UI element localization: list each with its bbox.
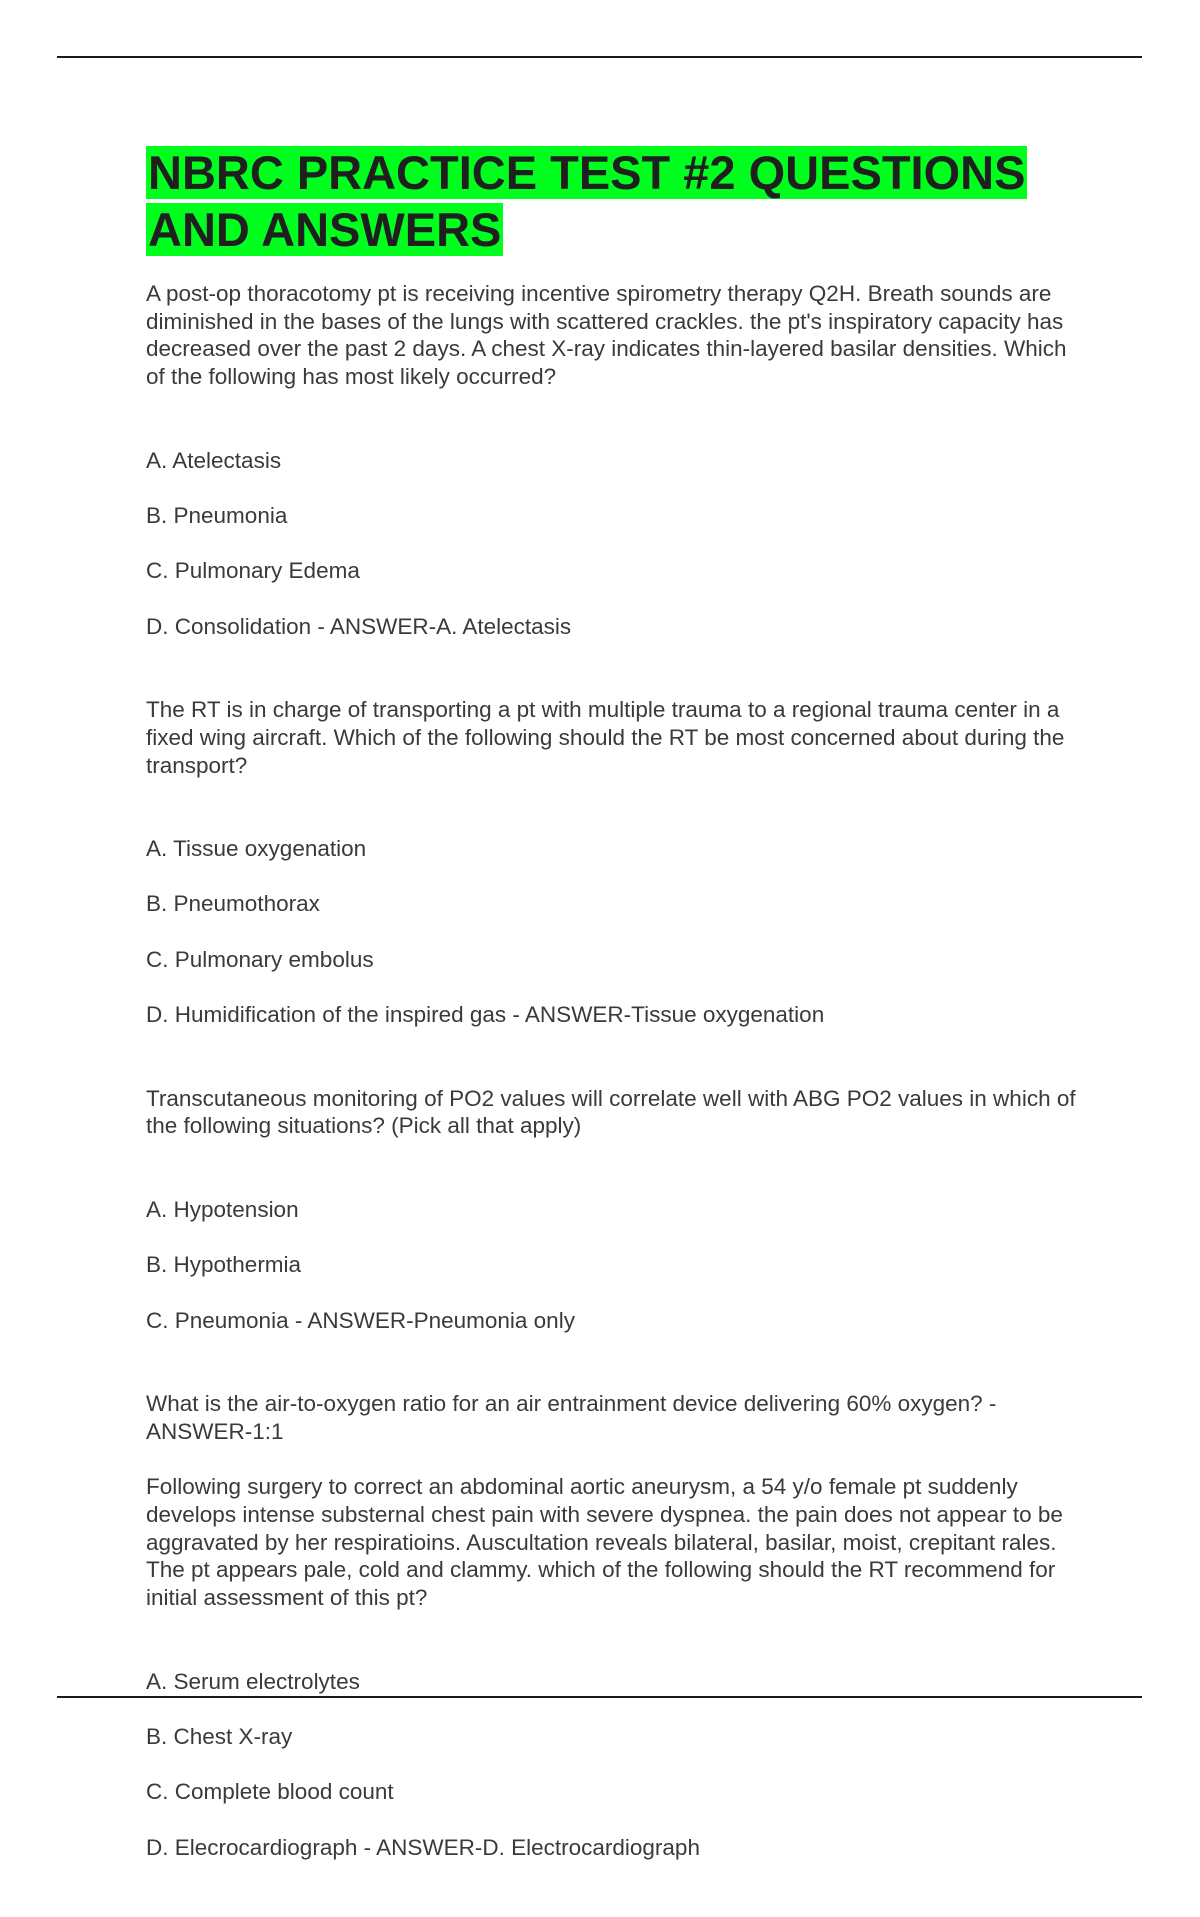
question-5-option-b: B. Chest X-ray — [146, 1723, 293, 1749]
title-highlight: NBRC PRACTICE TEST #2 QUESTIONS AND ANSWERS — [148, 146, 1026, 256]
question-2-option-a: A. Tissue oxygenation — [146, 835, 367, 861]
question-5-option-d-answer: D. Elecrocardiograph - ANSWER-D. Electrocardiograph — [146, 1834, 700, 1860]
question-1-option-a: A. Atelectasis — [146, 447, 282, 473]
question-1-stem: A post-op thoracotomy pt is receiving incentive spirometry therapy Q2H. Breath sounds are diminished in the bases of the lungs with scattered crackles. the pt's inspiratory capacity has decreased over the past 2 days. A chest X-ray indicates thin-layered basilar densities. Which of the following has most likely occurred? — [146, 281, 1067, 390]
question-2-option-c: C. Pulmonary embolus — [146, 946, 374, 972]
question-2-stem: The RT is in charge of transporting a pt with multiple trauma to a regional trauma center in a fixed wing aircraft. Which of the following should the RT be most concerned about during the transport? — [146, 697, 1065, 778]
question-2-option-b: B. Pneumothorax — [146, 891, 320, 917]
document-body — [146, 144, 1086, 1917]
question-5-option-a: A. Serum electrolytes — [146, 1668, 360, 1694]
question-5-option-c: C. Complete blood count — [146, 1779, 394, 1805]
question-2-options — [146, 807, 1086, 1056]
question-2-option-d-answer: D. Humidification of the inspired gas - ANSWER-Tissue oxygenation — [146, 1002, 825, 1028]
question-3-stem: Transcutaneous monitoring of PO2 values will correlate well with ABG PO2 values in which of the following situations? (Pick all that apply) — [146, 1085, 1076, 1139]
question-3-options — [146, 1168, 1086, 1362]
question-3-option-c-answer: C. Pneumonia - ANSWER-Pneumonia only — [146, 1307, 575, 1333]
question-1-option-c: C. Pulmonary Edema — [146, 558, 360, 584]
question-1-option-d-answer: D. Consolidation - ANSWER-A. Atelectasis — [146, 613, 572, 639]
question-1-option-b: B. Pneumonia — [146, 502, 288, 528]
top-rule — [57, 56, 1142, 58]
page-title — [146, 144, 1086, 258]
question-4-stem-answer: What is the air-to-oxygen ratio for an air entrainment device delivering 60% oxygen? - ANSWER-1:1 — [146, 1390, 997, 1444]
question-3-option-b: B. Hypothermia — [146, 1252, 302, 1278]
question-3-option-a: A. Hypotension — [146, 1196, 299, 1222]
question-5-options — [146, 1640, 1086, 1889]
bottom-rule — [57, 1696, 1142, 1698]
question-5-stem: Following surgery to correct an abdominal aortic aneurysm, a 54 y/o female pt suddenly develops intense substernal chest pain with severe dyspnea. the pain does not appear to be aggravated by her respiratioins. Auscultation reveals bilateral, basilar, moist, crepitant rales. The pt appears pale, cold and clammy. which of the following should the RT recommend for initial assessment of this pt? — [146, 1474, 1063, 1611]
question-1-options — [146, 419, 1086, 668]
